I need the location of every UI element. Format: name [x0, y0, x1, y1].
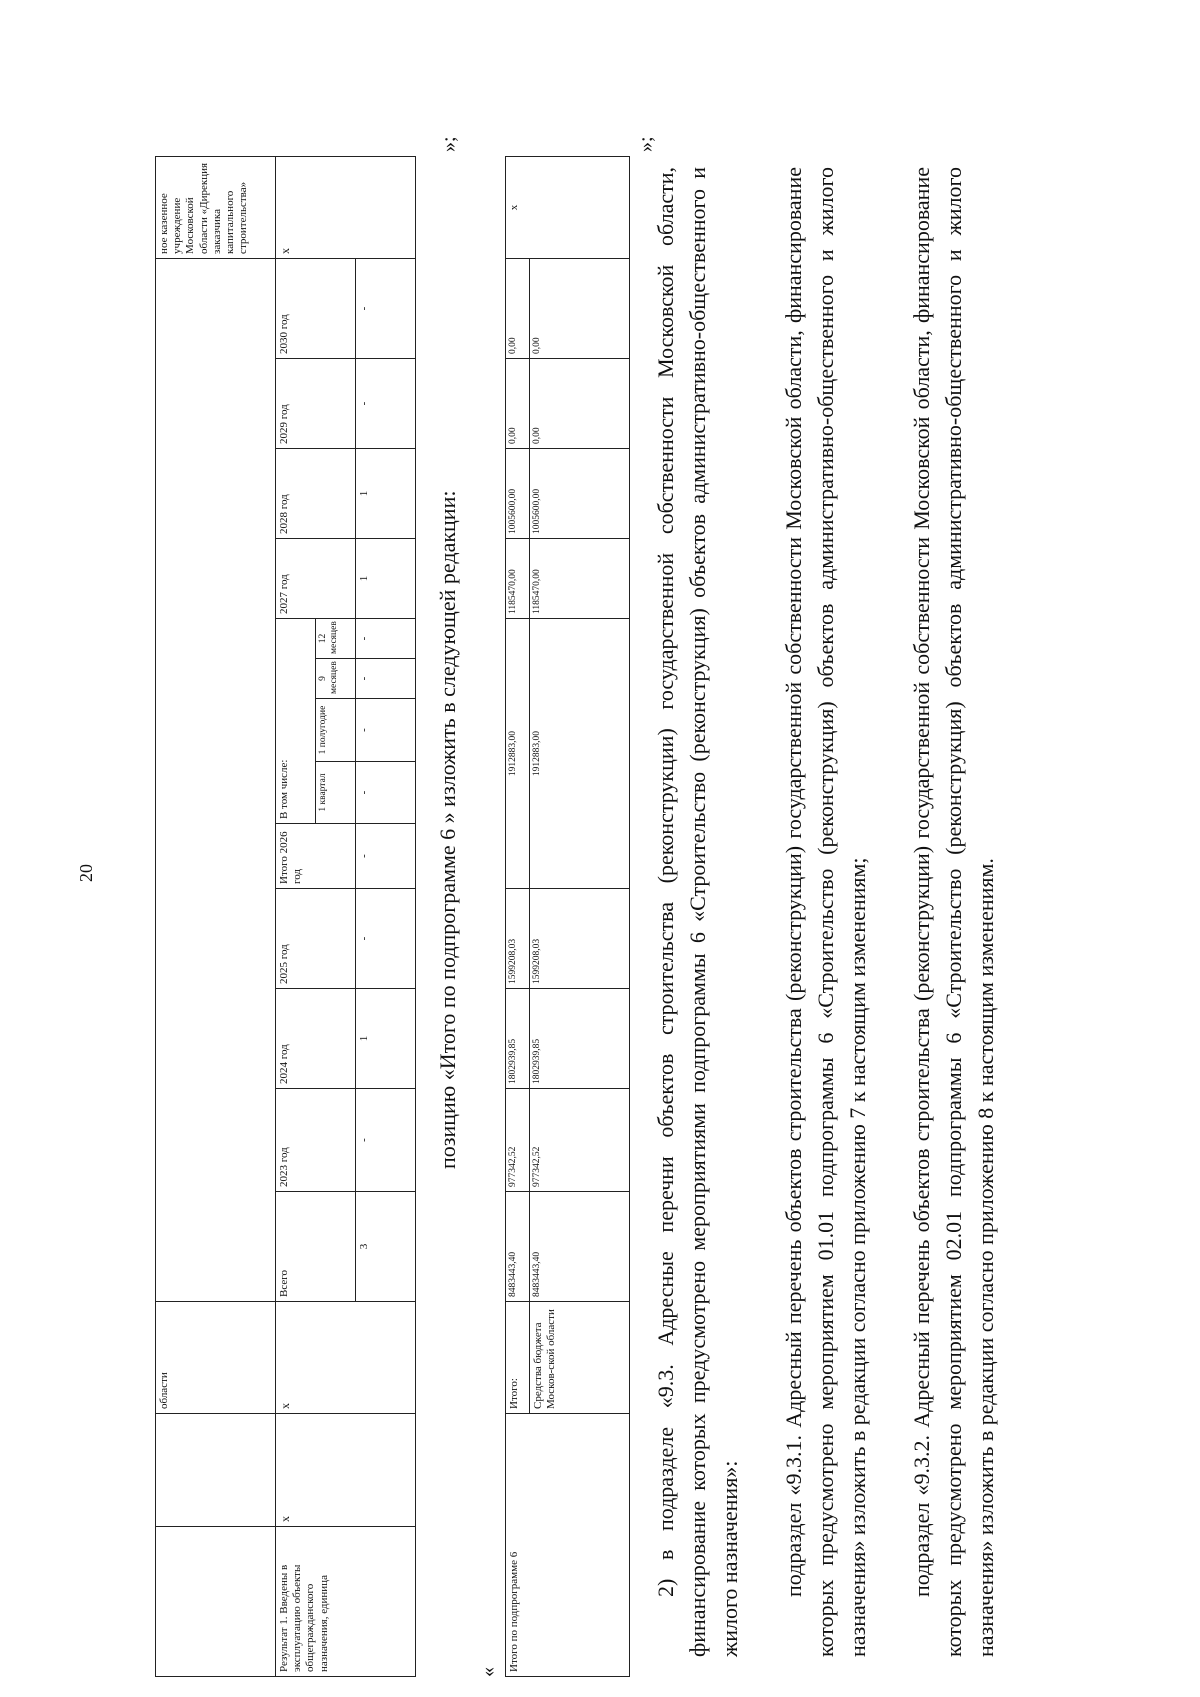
paragraph-subsection-9-3: 2) в подразделе «9.3. Адресные перечни объектов строительства (реконструкции) государственной собственности Московской области, финансирование которых предусмотрено мероприятиями подпрограммы 6 «Строительство (реконструкция) объектов административно-общественного и жилого назначения»: — [653, 167, 742, 1657]
value-cell: 1 — [356, 989, 416, 1089]
closing-quote: »; — [438, 136, 460, 152]
h1-header: 1 полугодие — [316, 699, 356, 762]
amount-cell: 1802939,85 — [506, 989, 530, 1089]
amount-cell: 8483443,40 — [530, 1192, 630, 1302]
empty-cell — [156, 1527, 276, 1677]
col-2030-header: 2030 год — [276, 258, 356, 358]
result-label: Результат 1. Введены в эксплуатацию объекты общегражданского назначения, единица — [276, 1527, 416, 1677]
value-cell: - — [356, 359, 416, 449]
region-cell: области — [156, 1302, 276, 1414]
amount-cell: 1185470,00 — [530, 539, 630, 619]
x-cell: х — [276, 1302, 416, 1414]
col-total-header: Всего — [276, 1192, 356, 1302]
col-2026-header: Итого 2026 год — [276, 824, 356, 889]
x-cell: х — [276, 1414, 416, 1527]
amount-cell: 8483443,40 — [506, 1192, 530, 1302]
amount-cell: 1599208,03 — [530, 889, 630, 989]
value-cell: - — [356, 659, 416, 699]
amount-cell: 1912883,00 — [530, 619, 630, 889]
col-2025-header: 2025 год — [276, 889, 356, 989]
amount-cell: 0,00 — [530, 259, 630, 359]
value-cell: 1 — [356, 539, 416, 619]
amount-cell: 1185470,00 — [506, 539, 530, 619]
m12-header: 12 месяцев — [316, 619, 356, 659]
value-cell: - — [356, 258, 416, 358]
amount-cell: 1802939,85 — [530, 989, 630, 1089]
amount-cell: 1005600,00 — [530, 449, 630, 539]
result-table — [155, 156, 416, 1677]
amount-cell: 977342,52 — [530, 1089, 630, 1192]
closing-quote: »; — [635, 136, 657, 152]
x-cell: х — [276, 156, 416, 258]
x-cell: х — [506, 157, 630, 259]
amount-cell: 0,00 — [530, 359, 630, 449]
executor-cell: ное казенное учреждение Московской области «Дирекция заказчика капитального строительства» — [156, 156, 276, 258]
amount-cell: 1912883,00 — [506, 619, 530, 889]
col-2028-header: 2028 год — [276, 449, 356, 539]
paragraph-subsection-9-3-1: подраздел «9.3.1. Адресный перечень объектов строительства (реконструкции) государственной собственности Московской области, финансирование которых предусмотрено мероприятием 01.01 подпрограммы 6 «Строительство (реконструкция) объектов административно-общественного и жилого назначения» изложить в редакции согласно приложению 7 к настоящим изменениям; — [781, 167, 870, 1657]
row-total-name: Итого: — [506, 1302, 530, 1414]
amount-cell: 0,00 — [506, 359, 530, 449]
value-cell: - — [356, 699, 416, 762]
value-cell: - — [356, 619, 416, 659]
empty-cell — [156, 258, 276, 1301]
opening-quote: « — [477, 1667, 499, 1677]
amount-cell: 977342,52 — [506, 1089, 530, 1192]
section-heading: позицию «Итого по подпрограмме 6 » изложить в следующей редакции: — [435, 490, 460, 1169]
m9-header: 9 месяцев — [316, 659, 356, 699]
col-2024-header: 2024 год — [276, 989, 356, 1089]
row-budget-name: Средства бюджета Москов-ской области — [530, 1302, 630, 1414]
col-2027-header: 2027 год — [276, 539, 356, 619]
col-2029-header: 2029 год — [276, 359, 356, 449]
col-2023-header: 2023 год — [276, 1089, 356, 1192]
col-incl-header: В том числе: — [276, 619, 316, 824]
amount-cell: 1599208,03 — [506, 889, 530, 989]
value-cell: - — [356, 889, 416, 989]
empty-cell — [156, 1414, 276, 1527]
q1-header: 1 квартал — [316, 762, 356, 824]
subprogram-total-table — [505, 156, 630, 1677]
paragraph-subsection-9-3-2: подраздел «9.3.2. Адресный перечень объектов строительства (реконструкции) государственной собственности Московской области, финансирование которых предусмотрено мероприятием 02.01 подпрограммы 6 «Строительство (реконструкция) объектов административно-общественного и жилого назначения» изложить в редакции согласно приложению 8 к настоящим изменениям. — [909, 167, 998, 1657]
value-cell: - — [356, 1089, 416, 1192]
value-cell: - — [356, 762, 416, 824]
value-cell: - — [356, 824, 416, 889]
amount-cell: 0,00 — [506, 259, 530, 359]
value-cell: 1 — [356, 449, 416, 539]
amount-cell: 1005600,00 — [506, 449, 530, 539]
subprogram-label: Итого по подпрограмме 6 — [506, 1414, 630, 1677]
page-number: 20 — [76, 864, 96, 882]
value-cell: 3 — [356, 1192, 416, 1302]
